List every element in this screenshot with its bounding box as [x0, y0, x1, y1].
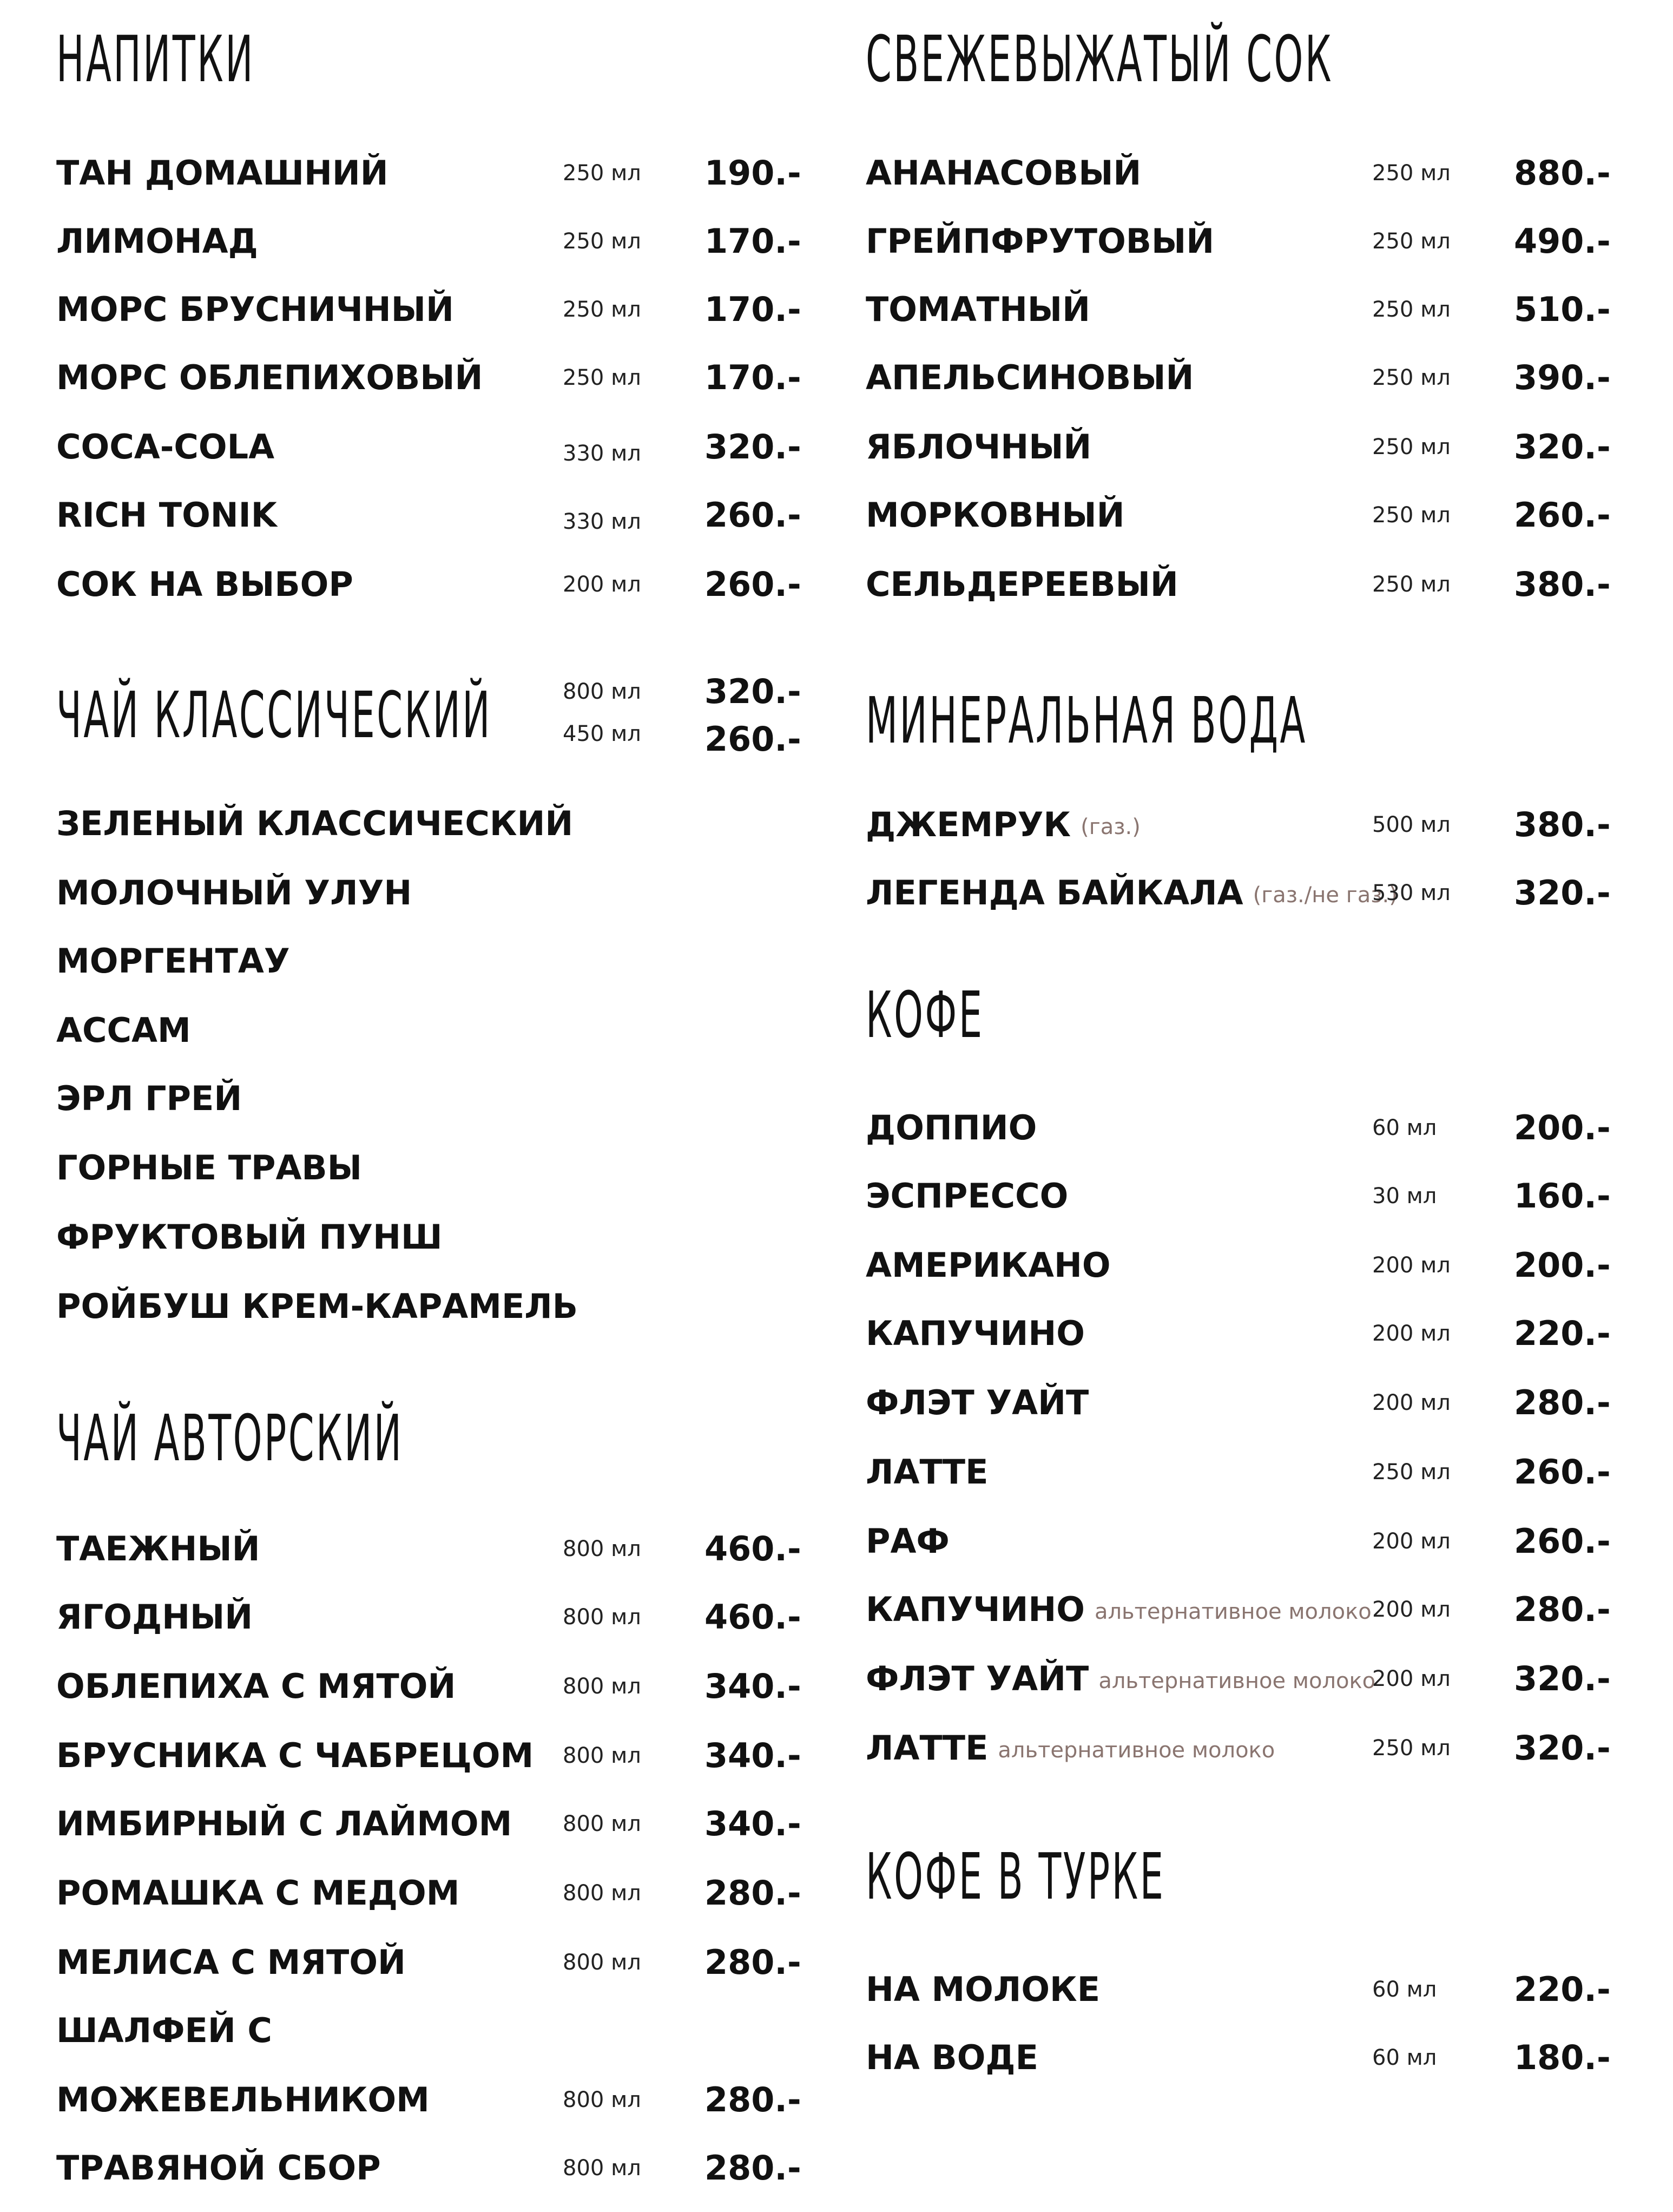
item-name: COCA-COLA	[56, 427, 275, 467]
item-volume: 30 мл	[1372, 1184, 1437, 1209]
item-price: 170.-	[704, 221, 801, 261]
item-name: ЭСПРЕССО	[866, 1176, 1069, 1216]
item-name: БРУСНИКА С ЧАБРЕЦОМ	[56, 1736, 534, 1775]
item-price: 380.-	[1514, 805, 1611, 844]
item-volume: 60 мл	[1372, 1115, 1437, 1140]
item-name: ФЛЭТ УАЙТ	[866, 1383, 1089, 1422]
menu-item	[866, 563, 1623, 606]
item-price: 260.-	[1514, 495, 1611, 535]
item-volume: 60 мл	[1372, 1977, 1437, 2002]
item-volume: 800 мл	[563, 1881, 641, 1906]
item-note: альтернативное молоко	[1098, 1669, 1376, 1694]
item-name: МОЛОЧНЫЙ УЛУН	[56, 873, 412, 913]
menu-item	[866, 1244, 1623, 1287]
section-title-coffee-turk: КОФЕ В ТУРКЕ	[866, 1839, 1165, 1914]
menu-item	[56, 1527, 814, 1571]
item-name	[866, 871, 1398, 917]
menu-item	[56, 1009, 814, 1052]
item-volume: 800 мл	[563, 1537, 641, 1561]
item-volume: 800 мл	[563, 1950, 641, 1975]
menu-item	[866, 803, 1623, 846]
menu-item	[56, 1802, 814, 1846]
item-volume: 250 мл	[1372, 365, 1451, 390]
item-name: ЯБЛОЧНЫЙ	[866, 427, 1092, 467]
item-name: ТАЕЖНЫЙ	[56, 1529, 260, 1568]
item-name	[866, 1727, 1275, 1772]
item-price: 220.-	[1514, 1314, 1611, 1353]
item-price: 460.-	[704, 1529, 801, 1568]
item-volume: 530 мл	[1372, 881, 1451, 905]
item-price: 170.-	[704, 358, 801, 397]
item-volume: 250 мл	[563, 297, 641, 322]
menu-item	[866, 356, 1623, 399]
item-price: 280.-	[704, 2148, 801, 2188]
menu-item	[56, 2078, 814, 2122]
item-name: ФРУКТОВЫЙ ПУНШ	[56, 1217, 443, 1257]
menu-item	[56, 152, 814, 195]
tea-size-price: 320.-	[704, 672, 801, 711]
item-name: МЕЛИСА С МЯТОЙ	[56, 1942, 406, 1982]
menu-item	[866, 1520, 1623, 1563]
section-title-mineral: МИНЕРАЛЬНАЯ ВОДА	[866, 683, 1307, 758]
item-volume: 800 мл	[563, 1605, 641, 1630]
item-name: АНАНАСОВЫЙ	[866, 153, 1142, 193]
item-volume: 250 мл	[1372, 1736, 1451, 1761]
item-name: ЛАТТЕ	[866, 1452, 989, 1492]
item-price: 320.-	[1514, 427, 1611, 467]
menu-item	[56, 494, 814, 537]
item-volume: 330 мл	[563, 509, 641, 534]
menu-item	[866, 2036, 1623, 2079]
item-name: АМЕРИКАНО	[866, 1245, 1111, 1285]
item-volume: 200 мл	[1372, 1529, 1451, 1554]
item-volume: 250 мл	[1372, 1460, 1451, 1485]
menu-item	[56, 1216, 814, 1259]
item-volume: 200 мл	[1372, 1666, 1451, 1691]
item-volume: 250 мл	[1372, 229, 1451, 254]
item-name: АССАМ	[56, 1010, 191, 1050]
tea-size-volume: 800 мл	[563, 679, 641, 704]
item-price: 460.-	[704, 1597, 801, 1637]
item-price: 390.-	[1514, 358, 1611, 397]
menu-item	[56, 1596, 814, 1639]
menu-item	[56, 871, 814, 915]
item-note: (газ.)	[1081, 815, 1141, 839]
menu-item	[866, 152, 1623, 195]
item-volume: 800 мл	[563, 2088, 641, 2112]
item-name: РОМАШКА С МЕДОМ	[56, 1873, 460, 1913]
item-name: ШАЛФЕЙ С	[56, 2011, 272, 2050]
item-name: МОРКОВНЫЙ	[866, 495, 1125, 535]
item-name: СЕЛЬДЕРЕЕВЫЙ	[866, 565, 1178, 604]
item-volume: 800 мл	[563, 1674, 641, 1699]
menu-item	[56, 2147, 814, 2190]
menu-item	[56, 940, 814, 983]
item-price: 280.-	[1514, 1383, 1611, 1422]
menu-item	[866, 1312, 1623, 1355]
item-price: 280.-	[704, 1873, 801, 1913]
item-volume: 200 мл	[1372, 1321, 1451, 1346]
item-name: НА ВОДЕ	[866, 2038, 1038, 2077]
menu-item	[56, 356, 814, 399]
item-name: НА МОЛОКЕ	[866, 1970, 1101, 2009]
item-note: (газ./не газ.)	[1253, 883, 1398, 908]
menu-item	[866, 1381, 1623, 1425]
item-name: ТАН ДОМАШНИЙ	[56, 153, 388, 193]
item-price: 340.-	[704, 1804, 801, 1843]
menu-item	[56, 425, 814, 469]
item-volume: 500 мл	[1372, 812, 1451, 837]
item-name: ГОРНЫЕ ТРАВЫ	[56, 1148, 362, 1187]
section-title-juice: СВЕЖЕВЫЖАТЫЙ СОК	[866, 22, 1333, 96]
item-price: 320.-	[704, 427, 801, 467]
item-price: 160.-	[1514, 1176, 1611, 1216]
menu-item	[866, 220, 1623, 263]
item-price: 200.-	[1514, 1108, 1611, 1147]
item-volume: 200 мл	[1372, 1390, 1451, 1415]
item-name: МОЖЕВЕЛЬНИКОМ	[56, 2080, 430, 2119]
menu-item	[56, 288, 814, 331]
item-volume: 250 мл	[563, 229, 641, 254]
menu-item	[56, 1872, 814, 1915]
item-name-text: ДЖЕМРУК	[866, 805, 1071, 844]
menu-item	[56, 1665, 814, 1708]
item-price: 320.-	[1514, 1728, 1611, 1768]
item-name: АПЕЛЬСИНОВЫЙ	[866, 358, 1194, 397]
item-name: ИМБИРНЫЙ С ЛАЙМОМ	[56, 1804, 512, 1843]
item-name: ДОППИО	[866, 1108, 1037, 1147]
item-volume: 800 мл	[563, 1811, 641, 1836]
section-title-coffee: КОФЕ	[866, 977, 984, 1052]
item-price: 260.-	[704, 495, 801, 535]
item-name-text: ФЛЭТ УАЙТ	[866, 1659, 1089, 1698]
item-price: 280.-	[704, 2080, 801, 2119]
item-volume: 800 мл	[563, 2156, 641, 2181]
item-price: 280.-	[1514, 1590, 1611, 1629]
item-volume: 60 мл	[1372, 2045, 1437, 2070]
item-volume: 250 мл	[1372, 572, 1451, 597]
item-price: 260.-	[704, 565, 801, 604]
item-volume: 250 мл	[563, 161, 641, 186]
item-name: СОК НА ВЫБОР	[56, 565, 353, 604]
menu-item	[866, 1174, 1623, 1218]
item-name: ЛИМОНАД	[56, 221, 258, 261]
menu-item	[866, 1657, 1623, 1701]
menu-item	[866, 871, 1623, 915]
item-price: 190.-	[704, 153, 801, 193]
item-name: ТОМАТНЫЙ	[866, 290, 1090, 329]
menu-item	[866, 425, 1623, 469]
item-volume: 330 мл	[563, 441, 641, 466]
item-price: 220.-	[1514, 1970, 1611, 2009]
section-title-tea-classic: ЧАЙ КЛАССИЧЕСКИЙ	[56, 678, 492, 752]
menu-item	[866, 1727, 1623, 1770]
menu-item	[866, 1450, 1623, 1494]
item-name: РАФ	[866, 1521, 950, 1561]
item-name: ОБЛЕПИХА С МЯТОЙ	[56, 1666, 456, 1706]
menu-item	[866, 1968, 1623, 2011]
item-note: альтернативное молоко	[1094, 1599, 1372, 1624]
item-name-text: КАПУЧИНО	[866, 1590, 1085, 1629]
item-name-text: ЛЕГЕНДА БАЙКАЛА	[866, 873, 1243, 913]
item-price: 340.-	[704, 1666, 801, 1706]
item-price: 510.-	[1514, 290, 1611, 329]
item-volume: 250 мл	[1372, 297, 1451, 322]
item-price: 880.-	[1514, 153, 1611, 193]
item-volume: 800 мл	[563, 1743, 641, 1768]
menu-item	[56, 1941, 814, 1984]
item-name: ЭРЛ ГРЕЙ	[56, 1079, 242, 1118]
item-name-text: ЛАТТЕ	[866, 1728, 989, 1768]
item-name: ГРЕЙПФРУТОВЫЙ	[866, 221, 1215, 261]
menu-item	[866, 1588, 1623, 1631]
item-name: ТРАВЯНОЙ СБОР	[56, 2148, 381, 2188]
item-name	[866, 1588, 1372, 1633]
item-price: 200.-	[1514, 1245, 1611, 1285]
item-name	[866, 803, 1141, 849]
menu-item	[866, 288, 1623, 331]
item-volume: 250 мл	[1372, 503, 1451, 528]
item-name	[866, 1657, 1375, 1703]
item-price: 170.-	[704, 290, 801, 329]
item-name: КАПУЧИНО	[866, 1314, 1085, 1353]
item-volume: 200 мл	[563, 572, 641, 597]
item-note: альтернативное молоко	[998, 1738, 1275, 1763]
item-volume: 200 мл	[1372, 1597, 1451, 1622]
item-price: 320.-	[1514, 1659, 1611, 1698]
menu-item	[866, 494, 1623, 537]
item-price: 490.-	[1514, 221, 1611, 261]
menu-item	[56, 220, 814, 263]
item-price: 320.-	[1514, 873, 1611, 913]
tea-size-volume: 450 мл	[563, 721, 641, 746]
section-title-tea-author: ЧАЙ АВТОРСКИЙ	[56, 1401, 404, 1475]
section-title-napitki: НАПИТКИ	[56, 22, 255, 96]
menu-item	[56, 1146, 814, 1190]
tea-size-price: 260.-	[704, 719, 801, 759]
item-price: 260.-	[1514, 1452, 1611, 1492]
item-volume: 200 мл	[1372, 1253, 1451, 1278]
menu-item	[56, 802, 814, 845]
item-name: РОЙБУШ КРЕМ-КАРАМЕЛЬ	[56, 1286, 578, 1326]
item-name: ЗЕЛЕНЫЙ КЛАССИЧЕСКИЙ	[56, 804, 574, 843]
menu-item	[56, 2009, 814, 2052]
item-volume: 250 мл	[563, 365, 641, 390]
menu-item	[56, 1077, 814, 1120]
menu-item	[56, 1285, 814, 1328]
item-price: 380.-	[1514, 565, 1611, 604]
menu-item	[56, 1734, 814, 1777]
item-price: 340.-	[704, 1736, 801, 1775]
item-volume: 250 мл	[1372, 161, 1451, 186]
menu-item	[56, 563, 814, 606]
item-price: 280.-	[704, 1942, 801, 1982]
item-name: ЯГОДНЫЙ	[56, 1597, 253, 1637]
item-name: МОРС ОБЛЕПИХОВЫЙ	[56, 358, 483, 397]
menu-item	[866, 1106, 1623, 1150]
item-price: 260.-	[1514, 1521, 1611, 1561]
item-price: 180.-	[1514, 2038, 1611, 2077]
item-volume: 250 мл	[1372, 435, 1451, 460]
item-name: МОРС БРУСНИЧНЫЙ	[56, 290, 454, 329]
item-name: RICH TONIK	[56, 495, 277, 535]
item-name: МОРГЕНТАУ	[56, 941, 290, 981]
